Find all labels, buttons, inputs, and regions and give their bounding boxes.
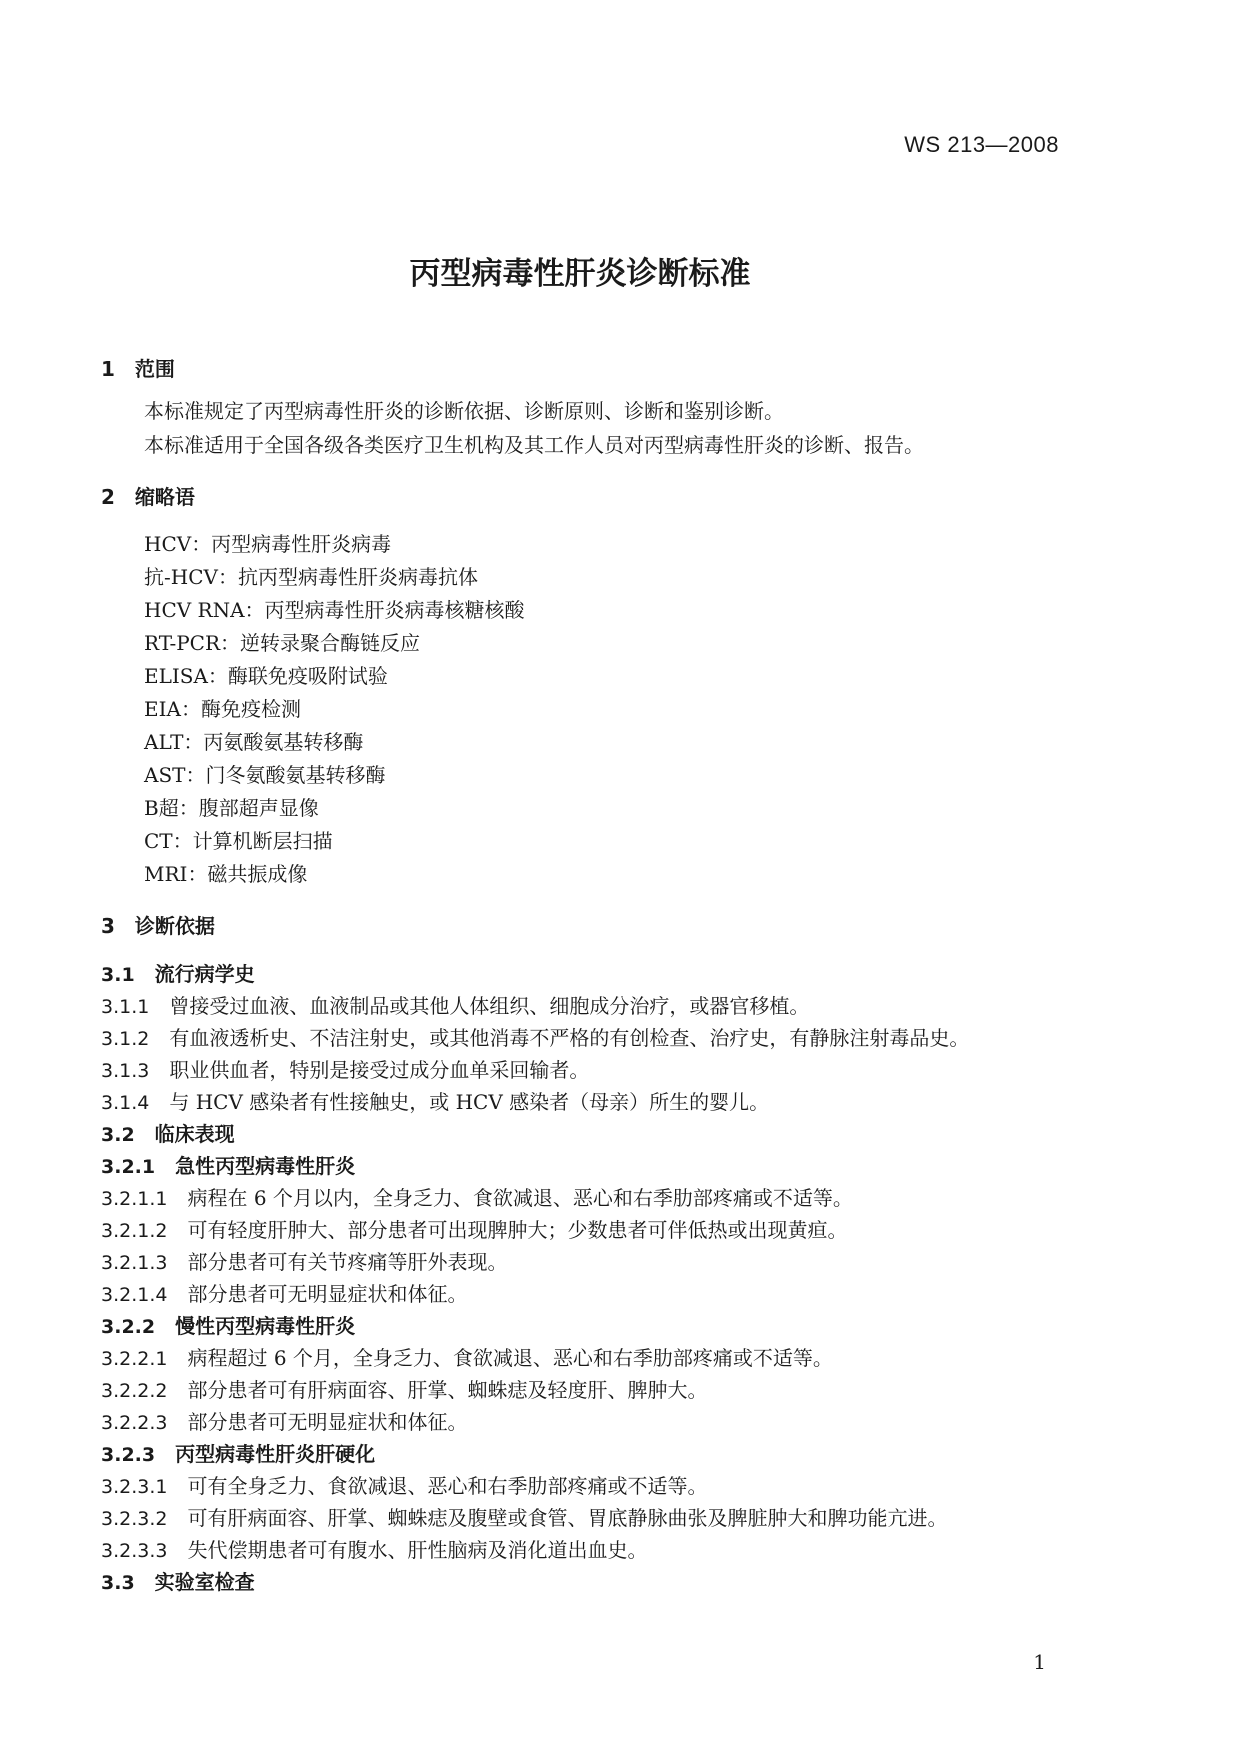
clause-number: 3.2.2.3: [101, 1412, 168, 1434]
clause-3-1-4: [101, 1086, 769, 1115]
clause-3-2-3-1: [101, 1470, 707, 1499]
abbreviation-item: B超：腹部超声显像: [144, 796, 319, 820]
clause-number: 3.2.2: [101, 1316, 156, 1338]
clause-3-1: [101, 958, 255, 987]
section-number: 3: [101, 914, 115, 938]
scope-paragraph-1: 本标准规定了丙型病毒性肝炎的诊断依据、诊断原则、诊断和鉴别诊断。: [144, 399, 784, 423]
section-1-heading: [101, 353, 175, 382]
clause-number: 3.3: [101, 1572, 135, 1594]
clause-number: 3.2: [101, 1124, 135, 1146]
clause-text: 部分患者可无明显症状和体征。: [187, 1282, 468, 1306]
clause-text: 丙型病毒性肝炎肝硬化: [175, 1442, 376, 1466]
clause-number: 3.2.2.2: [101, 1380, 168, 1402]
clause-number: 3.1.3: [101, 1060, 150, 1082]
clause-number: 3.1.1: [101, 996, 150, 1018]
section-number: 2: [101, 485, 115, 509]
clause-number: 3.2.2.1: [101, 1348, 168, 1370]
clause-text: 部分患者可有肝病面容、肝掌、蜘蛛痣及轻度肝、脾肿大。: [187, 1378, 708, 1402]
clause-3-1-3: [101, 1054, 589, 1083]
clause-number: 3.1.4: [101, 1092, 150, 1114]
clause-3-2-1-1: [101, 1182, 853, 1211]
abbreviation-item: HCV RNA：丙型病毒性肝炎病毒核糖核酸: [144, 598, 525, 622]
abbreviation-item: ELISA：酶联免疫吸附试验: [144, 664, 388, 688]
section-title: 诊断依据: [134, 914, 215, 938]
clause-number: 3.2.1.4: [101, 1284, 168, 1306]
abbreviation-item: HCV：丙型病毒性肝炎病毒: [144, 532, 392, 556]
clause-text: 部分患者可有关节疼痛等肝外表现。: [187, 1250, 508, 1274]
section-2-heading: [101, 481, 195, 510]
section-title: 缩略语: [134, 485, 195, 509]
section-title: 范围: [134, 357, 175, 381]
clause-text: 有血液透析史、不洁注射史，或其他消毒不严格的有创检查、治疗史，有静脉注射毒品史。: [169, 1026, 970, 1050]
clause-text: 与 HCV 感染者有性接触史，或 HCV 感染者（母亲）所生的婴儿。: [169, 1090, 770, 1114]
clause-text: 实验室检查: [154, 1570, 255, 1594]
clause-number: 3.2.1.3: [101, 1252, 168, 1274]
clause-text: 流行病学史: [154, 962, 255, 986]
abbreviation-item: 抗-HCV：抗丙型病毒性肝炎病毒抗体: [144, 565, 478, 589]
clause-number: 3.2.3.2: [101, 1508, 168, 1530]
clause-3-1-2: [101, 1022, 969, 1051]
clause-3-2-2-2: [101, 1374, 707, 1403]
abbreviation-item: EIA：酶免疫检测: [144, 697, 301, 721]
clause-3-1-1: [101, 990, 809, 1019]
clause-text: 慢性丙型病毒性肝炎: [175, 1314, 356, 1338]
clause-number: 3.1.2: [101, 1028, 150, 1050]
clause-number: 3.2.3: [101, 1444, 156, 1466]
abbreviation-item: ALT：丙氨酸氨基转移酶: [144, 730, 364, 754]
abbreviation-item: AST：门冬氨酸氨基转移酶: [144, 763, 386, 787]
clause-3-2-3-2: [101, 1502, 947, 1531]
standard-code: WS 213—2008: [904, 132, 1059, 157]
clause-3-2-1-3: [101, 1246, 507, 1275]
section-3-heading: [101, 910, 215, 939]
clause-text: 可有全身乏力、食欲减退、恶心和右季肋部疼痛或不适等。: [187, 1474, 708, 1498]
abbreviation-item: RT-PCR：逆转录聚合酶链反应: [144, 631, 421, 655]
clause-text: 失代偿期患者可有腹水、肝性脑病及消化道出血史。: [187, 1538, 648, 1562]
clause-text: 部分患者可无明显症状和体征。: [187, 1410, 468, 1434]
clause-3-2-3-3: [101, 1534, 647, 1563]
document-title: 丙型病毒性肝炎诊断标准: [409, 256, 751, 292]
clause-3-2-1-4: [101, 1278, 467, 1307]
clause-text: 曾接受过血液、血液制品或其他人体组织、细胞成分治疗，或器官移植。: [169, 994, 810, 1018]
clause-3-2-2-1: [101, 1342, 833, 1371]
clause-3-2-3: [101, 1438, 375, 1467]
clause-number: 3.1: [101, 964, 135, 986]
clause-text: 职业供血者，特别是接受过成分血单采回输者。: [169, 1058, 590, 1082]
clause-text: 病程超过 6 个月，全身乏力、食欲减退、恶心和右季肋部疼痛或不适等。: [187, 1346, 833, 1370]
clause-text: 可有轻度肝肿大、部分患者可出现脾肿大；少数患者可伴低热或出现黄疸。: [187, 1218, 848, 1242]
section-number: 1: [101, 357, 115, 381]
clause-3-2-1-2: [101, 1214, 847, 1243]
scope-paragraph-2: 本标准适用于全国各级各类医疗卫生机构及其工作人员对丙型病毒性肝炎的诊断、报告。: [144, 433, 924, 457]
clause-3-2-1: [101, 1150, 355, 1179]
clause-text: 急性丙型病毒性肝炎: [175, 1154, 356, 1178]
clause-number: 3.2.1.1: [101, 1188, 168, 1210]
clause-number: 3.2.3.1: [101, 1476, 168, 1498]
clause-3-2: [101, 1118, 235, 1147]
clause-number: 3.2.1: [101, 1156, 156, 1178]
page-number: 1: [1033, 1650, 1046, 1674]
clause-number: 3.2.1.2: [101, 1220, 168, 1242]
abbreviation-item: CT：计算机断层扫描: [144, 829, 333, 853]
abbreviation-item: MRI：磁共振成像: [144, 862, 308, 886]
clause-text: 可有肝病面容、肝掌、蜘蛛痣及腹壁或食管、胃底静脉曲张及脾脏肿大和脾功能亢进。: [187, 1506, 948, 1530]
clause-text: 临床表现: [154, 1122, 235, 1146]
clause-3-3: [101, 1566, 255, 1595]
clause-3-2-2: [101, 1310, 355, 1339]
clause-text: 病程在 6 个月以内，全身乏力、食欲减退、恶心和右季肋部疼痛或不适等。: [187, 1186, 853, 1210]
clause-3-2-2-3: [101, 1406, 467, 1435]
clause-number: 3.2.3.3: [101, 1540, 168, 1562]
